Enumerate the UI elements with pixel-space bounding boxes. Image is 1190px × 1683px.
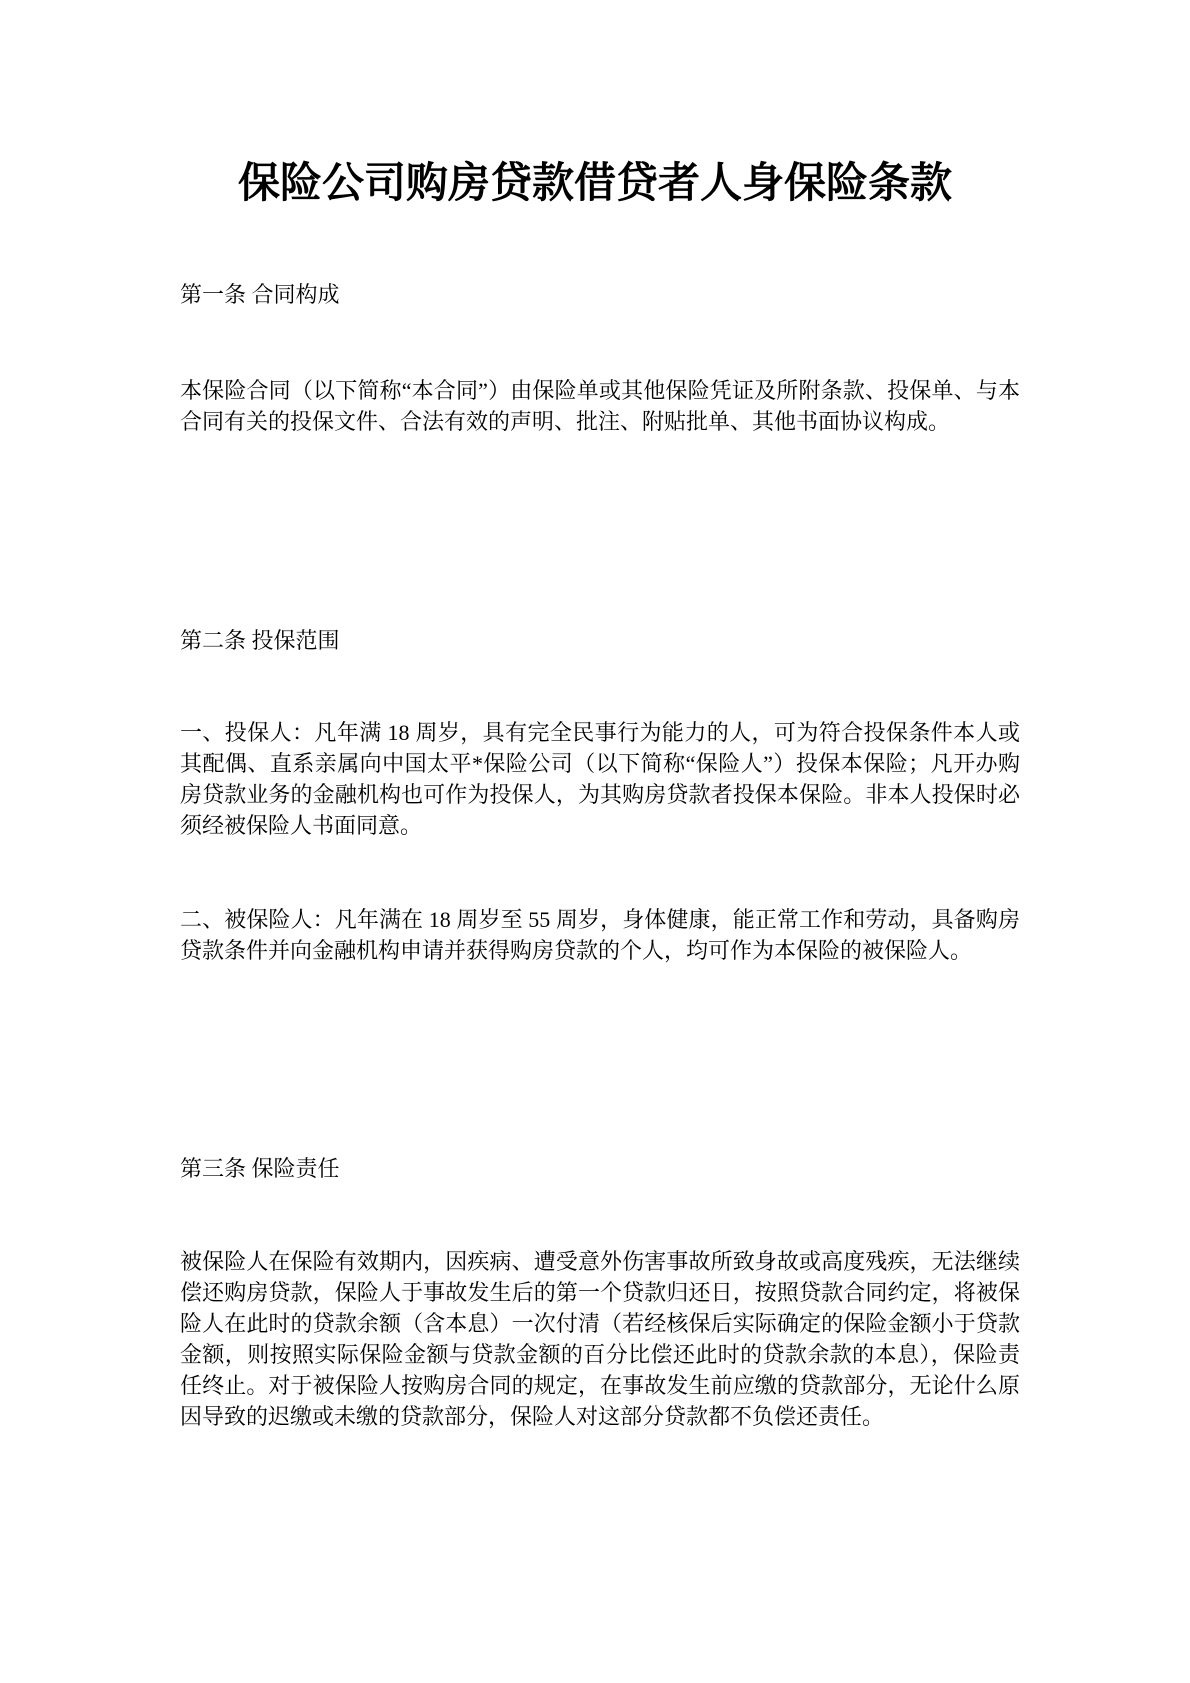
section-3-heading: 第三条 保险责任 (180, 1156, 340, 1181)
section-2-paragraph-2: 二、被保险人：凡年满在 18 周岁至 55 周岁，身体健康，能正常工作和劳动，具备购房贷款条件并向金融机构申请并获得购房贷款的个人，均可作为本保险的被保险人。 (180, 907, 1020, 963)
section-2-paragraph-1: 一、投保人：凡年满 18 周岁，具有完全民事行为能力的人，可为符合投保条件本人或其配偶、直系亲属向中国太平*保险公司（以下简称“保险人”）投保本保险；凡开办购房贷款业务的金融机构也可作为投保人，为其购房贷款者投保本保险。非本人投保时必须经被保险人书面同意。 (180, 720, 1020, 838)
document-title: 保险公司购房贷款借贷者人身保险条款 (237, 161, 952, 207)
section-2-heading: 第二条 投保范围 (180, 628, 340, 653)
section-1-paragraph-1: 本保险合同（以下简称“本合同”）由保险单或其他保险凭证及所附条款、投保单、与本合同有关的投保文件、合法有效的声明、批注、附贴批单、其他书面协议构成。 (180, 378, 1020, 434)
section-1-heading: 第一条 合同构成 (180, 282, 340, 307)
section-3-paragraph-1: 被保险人在保险有效期内，因疾病、遭受意外伤害事故所致身故或高度残疾，无法继续偿还购房贷款，保险人于事故发生后的第一个贷款归还日，按照贷款合同约定，将被保险人在此时的贷款余额（含本息）一次付清（若经核保后实际确定的保险金额小于贷款金额，则按照实际保险金额与贷款金额的百分比偿还此时的贷款余款的本息），保险责任终止。对于被保险人按购房合同的规定，在事故发生前应缴的贷款部分，无论什么原因导致的迟缴或未缴的贷款部分，保险人对这部分贷款都不负偿还责任。 (180, 1249, 1020, 1429)
